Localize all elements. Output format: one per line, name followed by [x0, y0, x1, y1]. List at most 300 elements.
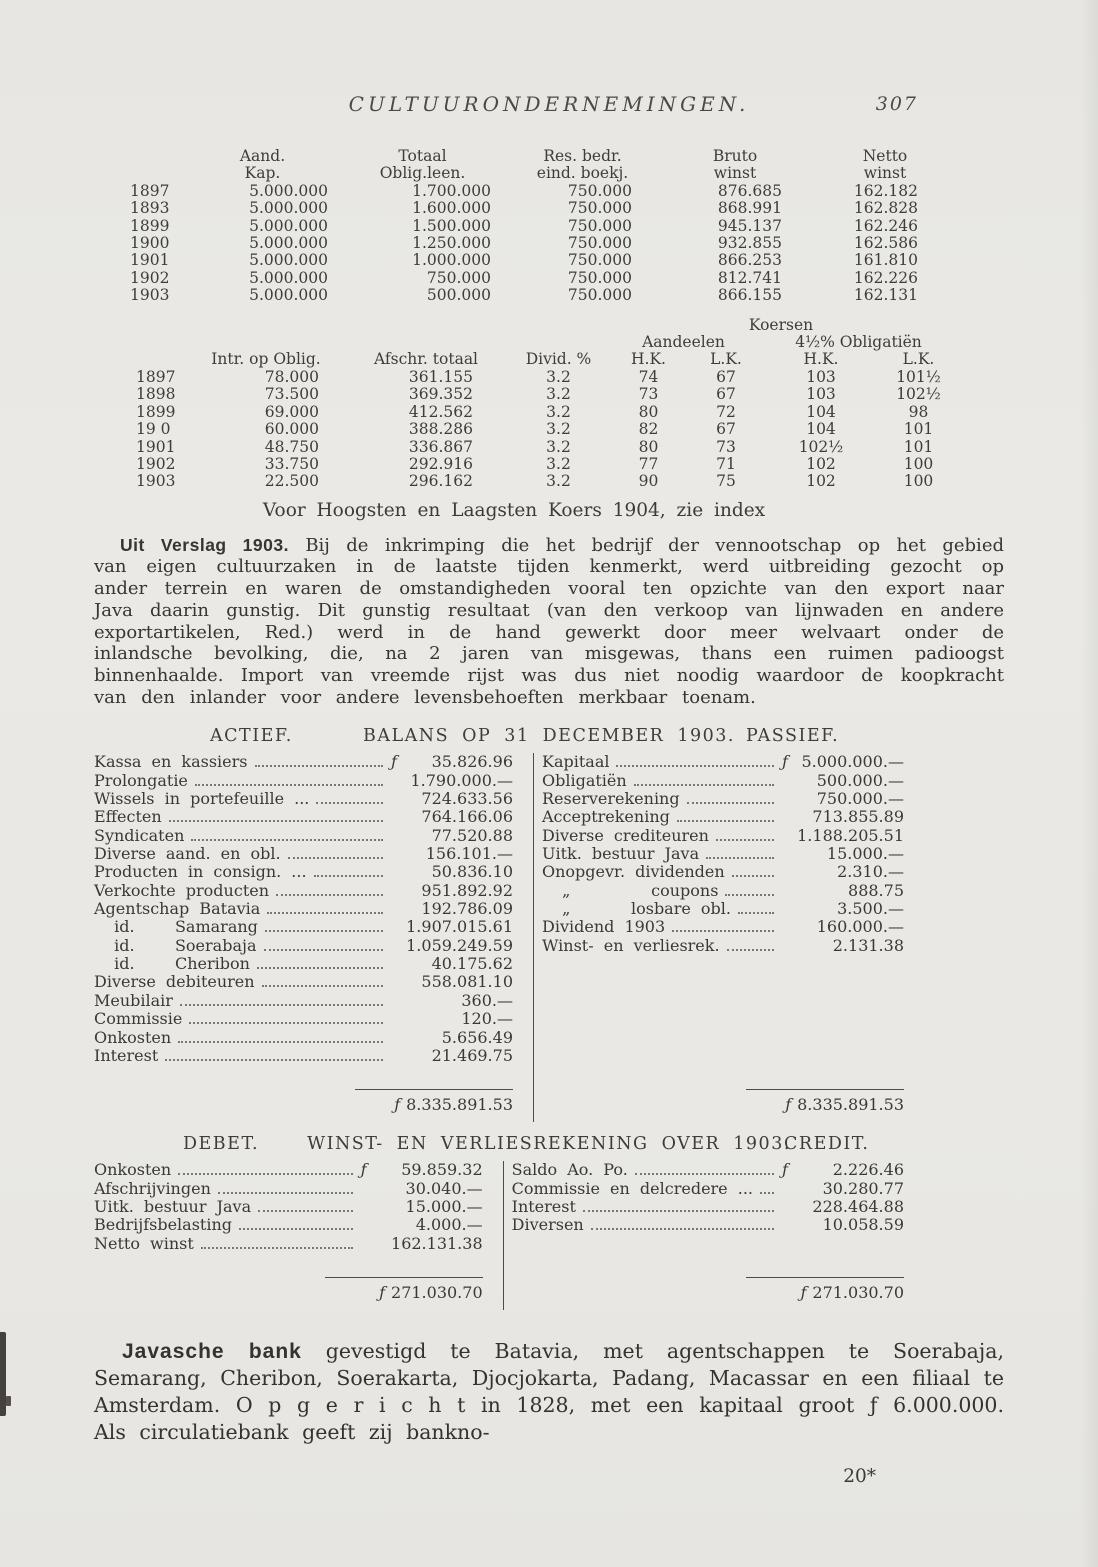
table-cell: 5.000.000	[249, 287, 328, 305]
ledger-row	[94, 900, 513, 918]
ledger-label: Interest	[94, 1045, 159, 1065]
verslag-body: Bij de inkrimping die het bedrijf der vennootschap op het gebied van eigen cultuurzaken in de laatste tijden kenmerkt, werd uitbreiding gezocht op ander terrein en waren de omstandigheden vooral ten opzichte van den export naar Java daarin gunstig. Dit gunstig resultaat (van den verkoop van lijnwaden en andere exportartikelen, Red.) werd in de hand gewerkt door meer welvaart onder de inlandsche bevolking, die, na 2 jaren van misgewas, thans een ruimen padioogst binnenhaalde. Import van vreemde rijst was dus niet noodig waardoor de koopkracht van den inlander voor andere levensbehoeften merkbaar toenam.	[94, 534, 1004, 708]
table-row	[136, 334, 956, 351]
page-title: CULTUURONDERNEMINGEN.	[348, 92, 750, 116]
actief-label: ACTIEF.	[210, 726, 293, 747]
col-hk-label: H.K.	[631, 351, 666, 369]
dotted-leader	[583, 1210, 774, 1212]
ledger-label: id. Cheribon	[94, 954, 250, 974]
ledger-label: Diverse crediteuren	[542, 825, 709, 845]
ledger-row	[94, 1180, 483, 1198]
ledger-amount: 888.75	[848, 880, 904, 900]
currency-symbol: ƒ	[391, 752, 397, 772]
table-cell: 67	[716, 368, 736, 386]
dotted-leader	[165, 1059, 383, 1061]
ledger-row	[94, 1047, 513, 1065]
ledger-amount: 951.892.92	[421, 880, 513, 900]
table-cell	[130, 165, 185, 182]
table-cell: 1902	[130, 269, 170, 287]
table-cell: winst	[863, 165, 907, 183]
table-cell: 1897	[130, 182, 170, 200]
balance-columns	[94, 753, 1004, 1122]
table-cell: 72	[716, 403, 736, 421]
actief-column	[94, 753, 533, 1122]
table-cell: 67	[716, 421, 736, 439]
dotted-leader	[262, 985, 383, 987]
koersen-table-header	[136, 317, 956, 369]
ledger-amount: 764.166.06	[421, 807, 513, 827]
table-cell: 750.000	[567, 200, 632, 218]
dotted-leader	[218, 1192, 353, 1194]
table-cell: 1893	[130, 200, 170, 218]
financials-table	[130, 148, 960, 305]
dotted-leader	[316, 802, 383, 804]
table-cell: 101	[903, 438, 934, 456]
ledger-label: Producten in consign. ...	[94, 862, 307, 882]
ledger-row	[94, 882, 513, 900]
table-cell	[130, 148, 185, 165]
col-intr-label: Intr. op Oblig.	[211, 351, 321, 369]
credit-ledger	[512, 1161, 904, 1234]
table-cell: 103	[806, 386, 836, 404]
ledger-label: Afschrijvingen	[94, 1178, 211, 1198]
table-cell: 162.828	[853, 200, 918, 218]
table-cell: 22.500	[264, 473, 319, 491]
ledger-amount: 120.—	[461, 1009, 513, 1029]
ledger-amount: 162.131.38	[391, 1233, 483, 1253]
ledger-amount: 1.188.205.51	[797, 825, 904, 845]
dotted-leader	[725, 894, 774, 896]
ledger-row	[542, 808, 904, 826]
table-cell: 1900	[130, 235, 170, 253]
dotted-leader	[239, 1228, 353, 1230]
table-cell: eind. boekj.	[536, 165, 629, 183]
table-row	[136, 421, 956, 438]
table-cell: 1901	[136, 438, 176, 456]
table-cell: 868.991	[717, 200, 782, 218]
ledger-label: Diversen	[511, 1215, 584, 1235]
table-cell: 1898	[136, 386, 176, 404]
table-cell: 104	[806, 403, 836, 421]
passief-ledger	[542, 753, 904, 955]
currency-symbol: ƒ	[785, 1095, 792, 1115]
dotted-leader	[180, 1004, 383, 1006]
ledger-amount: 192.786.09	[421, 899, 513, 919]
table-cell: 73	[716, 438, 736, 456]
table-row	[130, 218, 960, 235]
currency-symbol: ƒ	[782, 1160, 788, 1180]
table-cell: 876.685	[717, 182, 782, 200]
ledger-row	[542, 918, 904, 936]
ledger-row	[542, 882, 904, 900]
table-cell: 162.182	[853, 182, 918, 200]
balance-header	[94, 726, 1004, 748]
dotted-leader	[314, 875, 383, 877]
table-cell: 1.500.000	[412, 217, 491, 235]
table-cell: winst	[713, 165, 757, 183]
debet-total	[94, 1277, 483, 1310]
ledger-label: Winst- en verliesrek.	[542, 935, 720, 955]
table-cell: Óblig.leen.	[379, 165, 466, 183]
table-cell: 500.000	[426, 287, 491, 305]
ledger-label: Prolongatie	[94, 770, 188, 790]
table-cell: 162.226	[853, 269, 918, 287]
ledger-amount: 30.280.77	[822, 1178, 904, 1198]
dotted-leader	[178, 1173, 352, 1175]
ledger-label: Diverse aand. en obl.	[94, 844, 281, 864]
ledger-row	[542, 753, 904, 771]
col-hk-label: H.K.	[803, 351, 839, 369]
ledger-label: Syndicaten	[94, 825, 185, 845]
table-row	[136, 351, 956, 368]
ledger-row	[512, 1161, 904, 1179]
ledger-row	[94, 827, 513, 845]
dotted-leader	[732, 875, 774, 877]
ledger-label: Interest	[511, 1196, 576, 1216]
pnl-header	[94, 1134, 1004, 1156]
ledger-label: „ coupons	[542, 880, 719, 900]
ledger-amount: 4.000.—	[415, 1215, 483, 1235]
col-divid-label: Divid. %	[525, 351, 592, 369]
actief-total	[94, 1089, 513, 1122]
col-lk-label: L.K.	[902, 351, 935, 369]
ledger-row	[542, 790, 904, 808]
dotted-leader	[276, 894, 383, 896]
ledger-row	[94, 753, 513, 771]
table-cell: 5.000.000	[249, 217, 328, 235]
table-cell: 73	[638, 386, 659, 404]
credit-total-amount: 271.030.70	[812, 1282, 904, 1302]
ledger-row	[94, 937, 513, 955]
table-cell: 48.750	[264, 438, 319, 456]
dotted-leader	[264, 949, 384, 951]
passief-total-amount: 8.335.891.53	[797, 1095, 904, 1115]
pnl-columns	[94, 1161, 1004, 1310]
currency-symbol: ƒ	[394, 1095, 401, 1115]
table-cell: 162.586	[853, 235, 918, 253]
table-cell: 5.000.000	[249, 235, 328, 253]
table-cell: 866.155	[717, 287, 782, 305]
dotted-leader	[635, 1173, 774, 1175]
ledger-label: Diverse debiteuren	[94, 972, 255, 992]
ledger-amount: 228.464.88	[812, 1196, 904, 1216]
ledger-row	[94, 1198, 483, 1216]
dotted-leader	[727, 949, 774, 951]
currency-symbol: ƒ	[379, 1282, 386, 1302]
ledger-amount: 1.907.015.61	[406, 917, 513, 937]
table-cell: 336.867	[408, 438, 473, 456]
ledger-label: id. Soerabaja	[94, 935, 257, 955]
ledger-label: Uitk. bestuur Java	[94, 1196, 252, 1216]
table-cell: 77	[638, 455, 659, 473]
ledger-label: Onkosten	[94, 1027, 172, 1047]
currency-symbol: ƒ	[360, 1160, 367, 1180]
table-cell: Totaal	[398, 148, 447, 165]
pnl-title: WINST- EN VERLIESREKENING OVER 1903.	[307, 1134, 791, 1155]
table-cell: 101½	[896, 368, 941, 386]
credit-column	[503, 1161, 1004, 1310]
table-cell: 1897	[136, 368, 176, 386]
page-number: 307	[875, 93, 918, 115]
dotted-leader	[591, 1228, 774, 1230]
table-cell: 74	[638, 368, 659, 386]
table-cell: 388.286	[408, 421, 473, 439]
table-cell: 1.000.000	[412, 252, 491, 270]
table-cell: 73.500	[264, 386, 319, 404]
table-cell: 292.916	[408, 455, 473, 473]
aandeelen-group-label: Aandeelen	[642, 334, 725, 352]
table-cell: 33.750	[264, 455, 319, 473]
table-row	[136, 404, 956, 421]
ledger-amount: 2.310.—	[837, 862, 904, 882]
table-cell: 5.000.000	[249, 182, 328, 200]
table-cell: 98	[908, 403, 929, 421]
ledger-amount: 30.040.—	[405, 1178, 483, 1198]
koersen-table-body	[136, 369, 956, 491]
ledger-amount: 59.859.32	[401, 1160, 483, 1180]
ledger-row	[94, 790, 513, 808]
table-cell: 80	[638, 403, 659, 421]
table-cell: 102	[806, 473, 836, 491]
table-cell: 100	[903, 473, 934, 491]
table-row	[130, 148, 960, 165]
currency-symbol: ƒ	[782, 752, 788, 772]
table-cell: 162.131	[853, 287, 918, 305]
financials-table-header	[130, 148, 960, 183]
table-cell: 3.2	[546, 438, 571, 456]
javasche-paragraph	[94, 1338, 1004, 1446]
table-cell: 3.2	[546, 421, 571, 439]
table-cell: 162.246	[853, 217, 918, 235]
table-cell: 1902	[136, 455, 176, 473]
ledger-label: Effecten	[94, 807, 162, 827]
table-cell: 5.000.000	[249, 269, 328, 287]
table-row	[130, 165, 960, 182]
ledger-amount: 77.520.88	[431, 825, 513, 845]
passief-column	[533, 753, 1004, 1122]
table-cell: 945.137	[717, 217, 782, 235]
ledger-label: Dividend 1903	[542, 917, 666, 937]
dotted-leader	[672, 930, 774, 932]
dotted-leader	[195, 784, 383, 786]
table-row	[136, 456, 956, 473]
ledger-amount: 1.059.249.59	[406, 935, 513, 955]
table-row	[136, 473, 956, 490]
signature-mark: 20*	[843, 1466, 876, 1488]
table-cell: 866.253	[717, 252, 782, 270]
ledger-amount: 160.000.—	[816, 917, 904, 937]
table-cell: 100	[903, 455, 934, 473]
ledger-row	[542, 937, 904, 955]
ledger-label: „ losbare obl.	[542, 899, 731, 919]
ledger-row	[512, 1180, 904, 1198]
ledger-label: Commissie	[94, 1009, 183, 1029]
dotted-leader	[189, 1022, 383, 1024]
table-cell: 67	[716, 386, 736, 404]
table-row	[130, 270, 960, 287]
table-cell: 3.2	[546, 455, 571, 473]
table-cell: 104	[806, 421, 836, 439]
ledger-row	[94, 918, 513, 936]
table-cell: 69.000	[264, 403, 319, 421]
ledger-amount: 2.131.38	[832, 935, 904, 955]
ledger-row	[542, 900, 904, 918]
ledger-label: Kassa en kassiers	[94, 752, 248, 772]
table-cell: 82	[638, 421, 659, 439]
ledger-label: id. Samarang	[94, 917, 258, 937]
table-cell: Kap.	[244, 165, 281, 183]
ledger-label: Meubilair	[94, 990, 173, 1010]
credit-total	[512, 1277, 904, 1310]
ledger-row	[94, 955, 513, 973]
table-cell: 102	[806, 455, 836, 473]
table-cell: 90	[638, 473, 659, 491]
ledger-row	[94, 1235, 483, 1253]
balance-title: BALANS OP 31 DECEMBER 1903.	[363, 726, 735, 747]
ledger-row	[94, 973, 513, 991]
verslag-paragraph	[94, 535, 1004, 709]
javasche-body: gevestigd te Batavia, met agentschappen te Soerabaja, Semarang, Cheribon, Soerakarta, Djocjokarta, Padang, Macassar en een filiaal te Amsterdam. O p g e r i c h t in 1828, met een kapitaal groot ƒ 6.000.000. Als circulatiebank geeft zij bankno-	[94, 1338, 1005, 1444]
ledger-row	[542, 845, 904, 863]
dotted-leader	[255, 765, 384, 767]
credit-label: CREDIT.	[784, 1134, 870, 1155]
table-cell: 750.000	[567, 235, 632, 253]
javasche-lead: Javasche bank	[122, 1339, 302, 1363]
table-footnote: Voor Hoogsten en Laagsten Koers 1904, zie index	[262, 499, 766, 521]
ledger-amount: 500.000.—	[816, 770, 904, 790]
ledger-row	[94, 1161, 483, 1179]
dotted-leader	[616, 765, 774, 767]
table-cell: 812.741	[717, 269, 782, 287]
table-cell: 3.2	[546, 368, 571, 386]
dotted-leader	[288, 857, 383, 859]
col-afschr-label: Afschr. totaal	[373, 351, 479, 369]
ledger-amount: 156.101.—	[425, 844, 513, 864]
ledger-amount: 50.836.10	[431, 862, 513, 882]
table-cell: Bruto	[712, 148, 758, 165]
table-cell: 296.162	[408, 473, 473, 491]
table-cell: 78.000	[264, 368, 319, 386]
verslag-lead: Uit Verslag 1903.	[120, 534, 289, 555]
actief-ledger	[94, 753, 513, 1065]
ledger-row	[94, 1029, 513, 1047]
table-row	[136, 386, 956, 403]
table-cell: 3.2	[546, 403, 571, 421]
table-cell: 5.000.000	[249, 252, 328, 270]
ledger-amount: 2.226.46	[832, 1160, 904, 1180]
debet-ledger	[94, 1161, 483, 1253]
ledger-amount: 558.081.10	[421, 972, 513, 992]
table-cell: 3.2	[546, 473, 571, 491]
table-cell: 1903	[136, 473, 176, 491]
table-row	[136, 439, 956, 456]
table-cell: 102½	[798, 438, 844, 456]
dotted-leader	[191, 839, 383, 841]
ledger-label: Onopgevr. dividenden	[542, 862, 725, 882]
ledger-label: Saldo Ao. Po.	[511, 1160, 628, 1180]
table-cell: 102½	[896, 386, 941, 404]
table-cell: Res. bedr.	[543, 148, 622, 165]
ledger-row	[94, 808, 513, 826]
obligatien-group-label: 4½% Obligatiën	[795, 334, 922, 352]
table-cell: 19 0	[136, 421, 171, 439]
table-cell: 750.000	[567, 217, 632, 235]
table-cell: 80	[638, 438, 659, 456]
debet-label: DEBET.	[183, 1134, 260, 1155]
table-cell: 932.855	[717, 235, 782, 253]
table-cell: 161.810	[853, 252, 918, 270]
dotted-leader	[201, 1247, 353, 1249]
dotted-leader	[169, 820, 383, 822]
ledger-row	[542, 772, 904, 790]
ledger-row	[542, 827, 904, 845]
ledger-label: Uitk. bestuur Java	[542, 844, 700, 864]
passief-label: PASSIEF.	[746, 726, 840, 747]
table-cell: 750.000	[567, 287, 632, 305]
ledger-amount: 35.826.96	[431, 752, 513, 772]
dotted-leader	[178, 1041, 383, 1043]
financials-table-body	[130, 183, 960, 305]
table-cell: 1903	[130, 287, 170, 305]
ledger-amount: 1.790.000.—	[410, 770, 513, 790]
ledger-label: Kapitaal	[542, 752, 610, 772]
table-row	[130, 183, 960, 200]
table-cell: 361.155	[408, 368, 473, 386]
table-cell: 1.250.000	[412, 235, 491, 253]
ledger-label: Verkochte producten	[94, 880, 270, 900]
table-cell: 60.000	[264, 421, 319, 439]
ledger-amount: 5.000.000.—	[801, 752, 904, 772]
table-cell: Aand.	[239, 148, 286, 165]
dotted-leader	[265, 930, 383, 932]
koersen-table	[136, 317, 956, 491]
dotted-leader	[257, 967, 383, 969]
ledger-row	[94, 992, 513, 1010]
dotted-leader	[258, 1210, 353, 1212]
ledger-label: Onkosten	[94, 1160, 172, 1180]
actief-total-amount: 8.335.891.53	[406, 1095, 513, 1115]
table-cell: Netto	[862, 148, 908, 165]
dotted-leader	[677, 820, 774, 822]
ledger-amount: 10.058.59	[822, 1215, 904, 1235]
ledger-amount: 750.000.—	[816, 789, 904, 809]
table-cell: 1899	[136, 403, 176, 421]
koersen-group-label: Koersen	[748, 316, 814, 334]
ledger-row	[94, 1010, 513, 1028]
table-cell: 1899	[130, 217, 170, 235]
ledger-row	[94, 772, 513, 790]
currency-symbol: ƒ	[800, 1282, 807, 1302]
table-row	[130, 287, 960, 304]
table-cell: 1.600.000	[412, 200, 491, 218]
table-cell: 750.000	[567, 252, 632, 270]
dotted-leader	[738, 912, 774, 914]
ledger-label: Obligatiën	[542, 770, 627, 790]
ledger-row	[512, 1198, 904, 1216]
table-row	[130, 200, 960, 217]
dotted-leader	[687, 802, 774, 804]
ledger-amount: 3.500.—	[837, 899, 904, 919]
ledger-amount: 40.175.62	[431, 954, 513, 974]
col-lk-label: L.K.	[710, 351, 742, 369]
ledger-label: Netto winst	[94, 1233, 194, 1253]
ledger-row	[94, 845, 513, 863]
ledger-row	[512, 1216, 904, 1234]
ledger-amount: 713.855.89	[812, 807, 904, 827]
ledger-amount: 724.633.56	[421, 789, 513, 809]
ledger-amount: 360.—	[461, 990, 513, 1010]
table-cell: 1901	[130, 252, 170, 270]
